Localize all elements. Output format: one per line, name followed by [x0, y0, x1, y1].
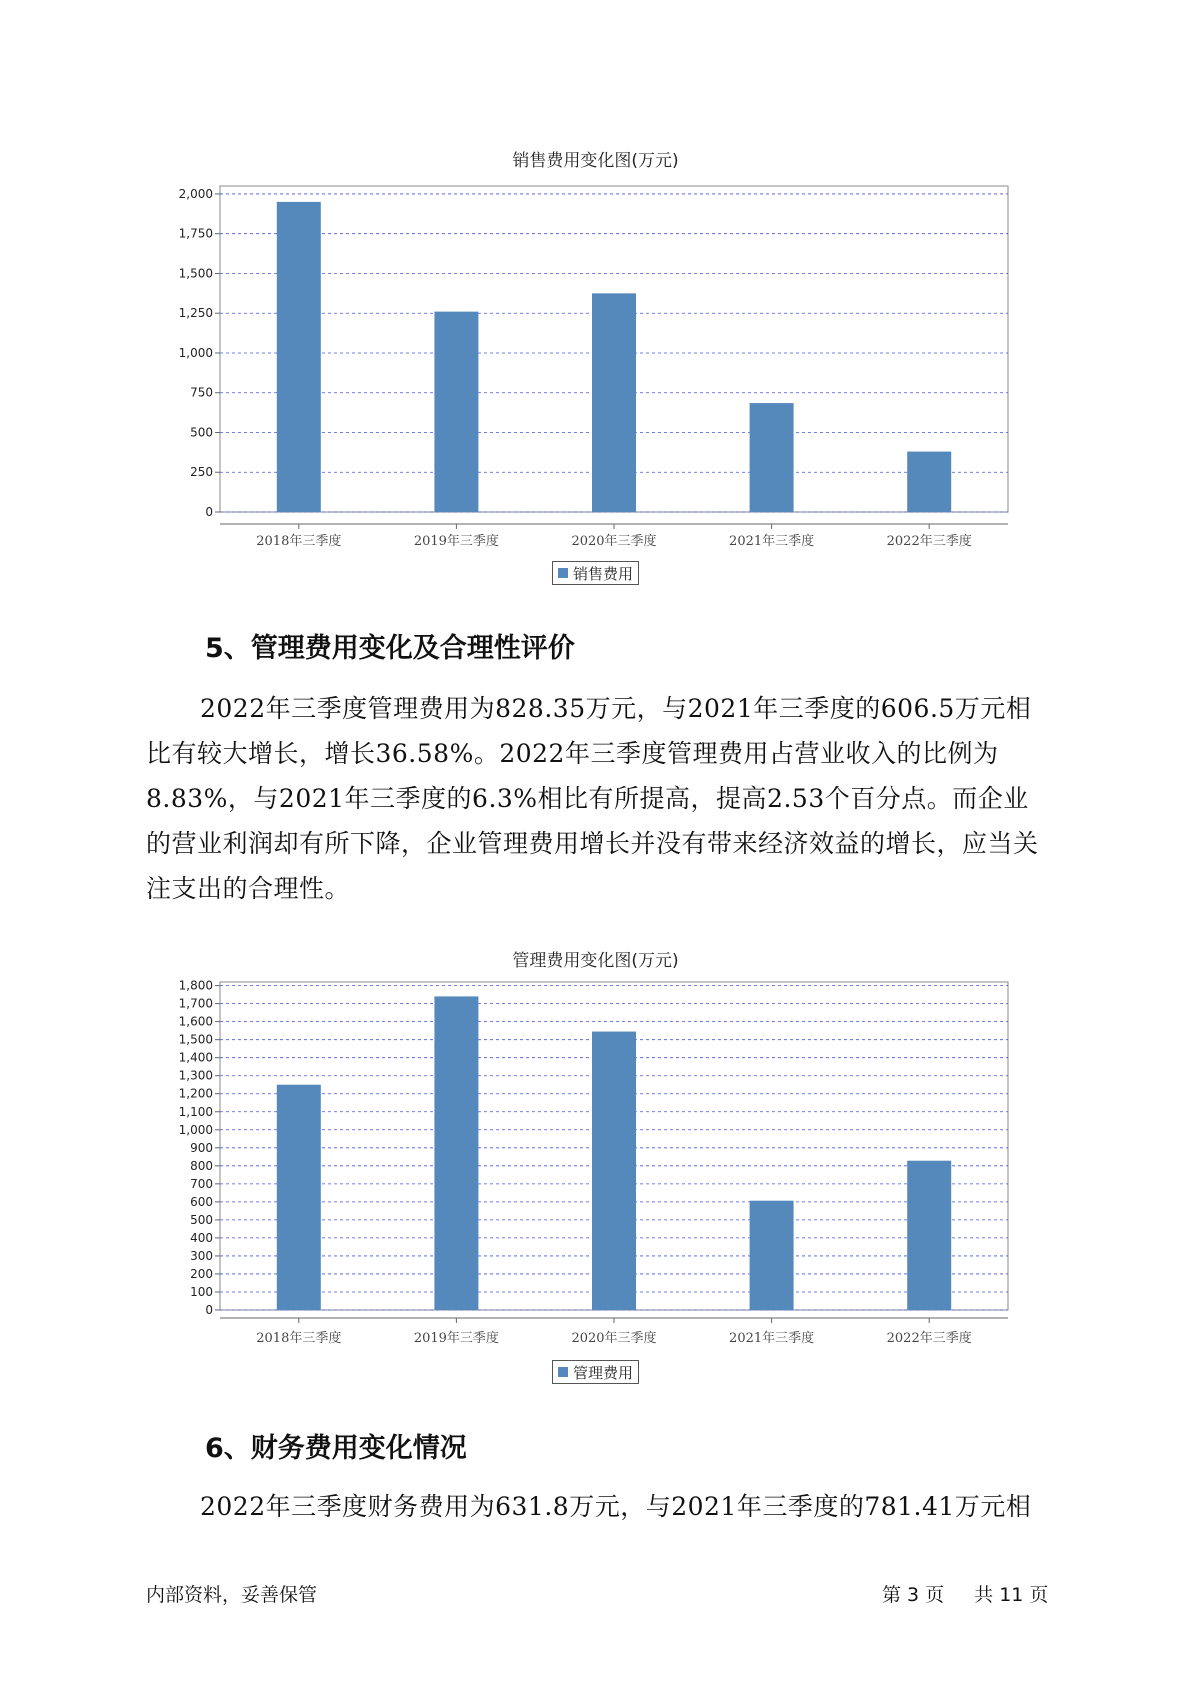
x-tick-label: 2020年三季度 [571, 534, 657, 549]
y-tick-label: 1,800 [178, 978, 213, 993]
y-tick-label: 1,100 [178, 1104, 213, 1119]
y-tick-label: 1,200 [178, 1086, 213, 1101]
x-tick-label: 2021年三季度 [729, 1331, 815, 1346]
y-tick-label: 100 [190, 1284, 213, 1299]
admin-chart-legend [552, 1360, 639, 1384]
total-prefix: 共 [974, 1584, 994, 1606]
bar [434, 996, 478, 1310]
y-tick-label: 1,300 [178, 1068, 213, 1083]
y-tick-label: 700 [190, 1176, 213, 1191]
bar [277, 1085, 321, 1310]
x-tick-label: 2022年三季度 [886, 1331, 972, 1346]
y-tick-label: 1,400 [178, 1050, 213, 1065]
y-tick-label: 500 [190, 1212, 213, 1227]
bar [907, 1161, 951, 1310]
y-tick-label: 300 [190, 1248, 213, 1263]
y-tick-label: 1,500 [178, 266, 213, 281]
x-tick-label: 2020年三季度 [571, 1331, 657, 1346]
y-tick-label: 1,250 [178, 306, 213, 321]
y-tick-label: 1,600 [178, 1014, 213, 1029]
section-6-heading: 6、财务费用变化情况 [205, 1433, 467, 1464]
y-tick-label: 200 [190, 1266, 213, 1281]
bar [592, 1032, 636, 1310]
legend-label: 销售费用 [573, 564, 634, 583]
y-tick-label: 1,700 [178, 996, 213, 1011]
admin-chart-title: 管理费用变化图(万元) [512, 951, 679, 971]
y-tick-label: 600 [190, 1194, 213, 1209]
page-prefix: 第 [882, 1584, 902, 1606]
x-tick-label: 2022年三季度 [886, 534, 972, 549]
x-tick-label: 2021年三季度 [729, 534, 815, 549]
legend-label: 管理费用 [573, 1363, 634, 1382]
y-tick-label: 800 [190, 1158, 213, 1173]
x-tick-label: 2019年三季度 [413, 1331, 499, 1346]
y-tick-label: 0 [205, 1303, 213, 1317]
y-tick-label: 250 [190, 465, 213, 480]
bar [750, 1201, 794, 1310]
y-tick-label: 1,500 [178, 1032, 213, 1047]
footer-page-indicator [882, 1580, 1054, 1607]
total-unit: 页 [1029, 1584, 1049, 1606]
page-unit: 页 [925, 1584, 945, 1606]
y-tick-label: 1,000 [178, 1122, 213, 1137]
legend-swatch [558, 1367, 568, 1377]
y-tick-label: 400 [190, 1230, 213, 1245]
section-5-heading: 5、管理费用变化及合理性评价 [205, 633, 575, 664]
y-tick-label: 2,000 [178, 186, 213, 201]
y-tick-label: 1,750 [178, 226, 213, 241]
x-tick-label: 2018年三季度 [256, 1331, 342, 1346]
section-6-paragraph: 2022年三季度财务费用为631.8万元，与2021年三季度的781.41万元相 [200, 1492, 1032, 1521]
footer-confidential-note: 内部资料，妥善保管 [146, 1584, 318, 1606]
section-5-paragraph: 2022年三季度管理费用为828.35万元，与2021年三季度的606.5万元相比有较大增长，增长36.58%。2022年三季度管理费用占营业收入的比例为8.83%，与2021年三季度的6.3%相比有所提高，提高2.53个百分点。而企业的营业利润却有所下降，企业管理费用增长并没有带来经济效益的增长，应当关注支出的合理性。 [146, 694, 1039, 903]
total-pages: 11 [999, 1584, 1024, 1606]
x-tick-label: 2018年三季度 [256, 534, 342, 549]
page-number: 3 [907, 1584, 920, 1606]
y-tick-label: 1,000 [178, 345, 213, 360]
y-tick-label: 900 [190, 1140, 213, 1155]
y-tick-label: 0 [205, 505, 213, 519]
y-tick-label: 500 [190, 425, 213, 440]
y-tick-label: 750 [190, 385, 213, 400]
sales-chart-title: 销售费用变化图(万元) [512, 151, 679, 171]
x-tick-label: 2019年三季度 [413, 534, 499, 549]
